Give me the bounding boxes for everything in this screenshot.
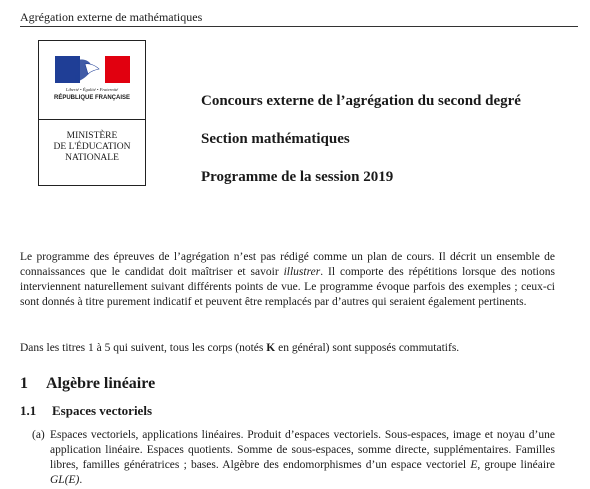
intro2-text-b: en général) sont supposés commutatifs. [275,342,460,354]
field-k: K [266,342,276,354]
title-block [201,92,521,206]
item-text-b: , groupe linéaire [477,459,556,471]
intro-text-b: . Il comporte des répétitions lorsque des notions interviennent naturellement suivant différents points de vue. Le programme évoque parfois des exemples ; ceux-ci sont donnés à titre purement indicatif et peuvent être remplacés par d’autres qui seraient également pertinents. [20,266,555,308]
section-heading [20,374,155,394]
subsection-heading-title: Espaces vectoriels [52,403,153,418]
running-head: Agrégation externe de mathématiques [20,10,578,27]
intro-text-a: Le programme des épreuves de l’agrégation n’est pas rédigé comme un plan de cours. Il décrit un ensemble de connaissances que le candidat doit maîtriser et savoir [20,251,555,278]
item-text-a: Espaces vectoriels, applications linéaires. Produit d’espaces vectoriels. Sous-espaces, image et noyau d’une application linéaire. Espaces quotients. Somme de sous-espaces, somme directe, supplémentaires. Familles libres, familles génératrices ; bases. Algèbre des endomorphismes d’un espace vectoriel [50,429,555,471]
intro-paragraph-1 [20,250,555,310]
item-text-c: . [79,474,83,486]
subsection-heading [20,403,152,419]
section-heading-title: Algèbre linéaire [46,375,156,392]
section-title: Section mathématiques [201,131,350,147]
motto: Liberté • Égalité • Fraternité [65,87,119,92]
item-label: (a) [32,429,45,441]
concours-title: Concours externe de l’agrégation du second degré [201,93,521,109]
marianne-flag-icon [55,56,130,83]
ministry-logo [38,40,146,186]
intro-paragraph-2 [20,341,555,356]
math-gle: GL(E) [50,474,80,486]
intro2-text-a: Dans les titres 1 à 5 qui suivent, tous les corps (notés [20,342,267,354]
section-number: 1 [20,375,28,392]
programme-title: Programme de la session 2019 [201,169,394,185]
math-e: E [470,459,478,471]
item-text [50,428,555,488]
list-item [32,428,555,488]
ministere-name: MINISTÈRE DE L'ÉDUCATION NATIONALE [53,131,131,163]
subsection-number: 1.1 [20,403,37,418]
marianne-block [39,41,145,120]
intro-emphasis: illustrer [283,266,321,278]
republique-francaise: RÉPUBLIQUE FRANÇAISE [53,95,130,101]
